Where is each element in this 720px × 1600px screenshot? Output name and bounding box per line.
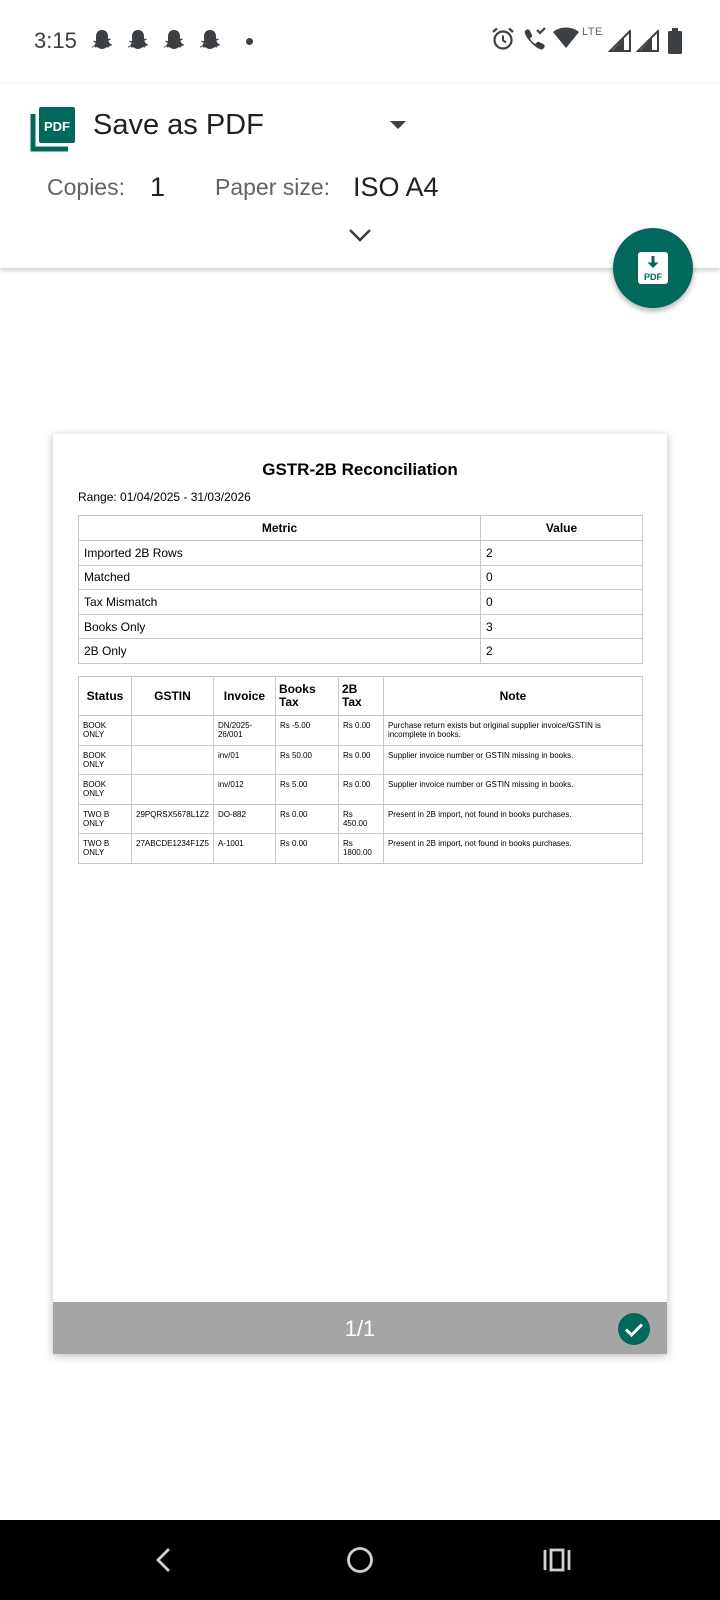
navigation-bar <box>0 1520 720 1600</box>
metric-value: 0 <box>481 565 643 590</box>
snapchat-icon <box>90 28 114 54</box>
alarm-icon <box>490 26 516 52</box>
table-row <box>79 804 643 834</box>
svg-text:PDF: PDF <box>644 272 662 282</box>
back-button[interactable] <box>142 1520 186 1600</box>
print-preview-page[interactable] <box>53 434 667 1354</box>
column-header: Status <box>79 677 132 716</box>
column-header: Invoice <box>213 677 275 716</box>
metric-value: 2 <box>481 639 643 664</box>
paper-size-label: Paper size: <box>215 174 331 200</box>
printer-select[interactable]: Save as PDF <box>93 109 264 141</box>
column-header: Value <box>481 516 643 541</box>
invoice-cell: DO-882 <box>213 804 275 834</box>
books-tax-cell: Rs 50.00 <box>275 745 338 775</box>
column-header: 2B Tax <box>338 677 383 716</box>
snapchat-icon <box>198 28 222 54</box>
page-selected-check-icon[interactable] <box>617 1312 651 1346</box>
note-cell: Purchase return exists but original supplier invoice/GSTIN is incomplete in books. <box>383 716 642 746</box>
metric-table <box>78 515 643 664</box>
twob-tax-cell: Rs 1800.00 <box>338 834 383 864</box>
expand-options-chevron-icon[interactable] <box>346 226 374 244</box>
home-icon <box>345 1545 375 1575</box>
metric-value: 2 <box>481 541 643 566</box>
document-range: Range: 01/04/2025 - 31/03/2026 <box>78 490 251 504</box>
back-icon <box>152 1545 176 1575</box>
table-row <box>79 590 643 615</box>
metric-name: 2B Only <box>79 639 481 664</box>
more-notifications-dot <box>246 38 253 45</box>
copies-label: Copies: <box>47 174 125 200</box>
table-header-row <box>79 677 643 716</box>
svg-text:PDF: PDF <box>44 119 70 134</box>
column-header: Books Tax <box>275 677 338 716</box>
gstin-cell <box>132 716 214 746</box>
metric-value: 3 <box>481 614 643 639</box>
twob-tax-cell: Rs 0.00 <box>338 745 383 775</box>
copies-value[interactable]: 1 <box>150 172 166 202</box>
twob-tax-cell: Rs 450.00 <box>338 804 383 834</box>
status-cell: BOOK ONLY <box>79 745 132 775</box>
snapchat-icon <box>126 28 150 54</box>
recents-icon <box>542 1547 572 1573</box>
metric-name: Tax Mismatch <box>79 590 481 615</box>
wifi-icon <box>552 26 580 50</box>
table-row <box>79 541 643 566</box>
battery-icon <box>668 28 682 54</box>
printer-dropdown-arrow-icon[interactable] <box>390 121 406 129</box>
table-row <box>79 834 643 864</box>
recents-button[interactable] <box>535 1520 579 1600</box>
wifi-calling-icon <box>522 26 548 52</box>
invoice-cell: inv/01 <box>213 745 275 775</box>
books-tax-cell: Rs -5.00 <box>275 716 338 746</box>
pdf-printer-icon <box>30 106 76 152</box>
metric-value: 0 <box>481 590 643 615</box>
invoice-cell: inv/012 <box>213 775 275 805</box>
table-row <box>79 614 643 639</box>
signal-icon <box>608 30 632 52</box>
table-header-row <box>79 516 643 541</box>
table-row <box>79 716 643 746</box>
status-cell: TWO B ONLY <box>79 804 132 834</box>
preview-page-footer <box>53 1302 667 1354</box>
note-cell: Supplier invoice number or GSTIN missing in books. <box>383 775 642 805</box>
gstin-cell: 29PQRSX5678L1Z2 <box>132 804 214 834</box>
paper-size-value[interactable]: ISO A4 <box>353 172 439 202</box>
print-options-header <box>0 84 720 268</box>
books-tax-cell: Rs 0.00 <box>275 834 338 864</box>
page-number: 1/1 <box>344 1316 376 1341</box>
status-time: 3:15 <box>34 28 77 53</box>
status-cell: BOOK ONLY <box>79 716 132 746</box>
invoice-cell: A-1001 <box>213 834 275 864</box>
lte-label: LTE <box>582 26 603 38</box>
books-tax-cell: Rs 0.00 <box>275 804 338 834</box>
column-header: Note <box>383 677 642 716</box>
twob-tax-cell: Rs 0.00 <box>338 716 383 746</box>
document-title: GSTR-2B Reconciliation <box>262 460 458 479</box>
home-button[interactable] <box>338 1520 382 1600</box>
signal-icon <box>636 30 660 52</box>
books-tax-cell: Rs 5.00 <box>275 775 338 805</box>
table-row <box>79 745 643 775</box>
status-bar <box>0 0 720 84</box>
note-cell: Present in 2B import, not found in books purchases. <box>383 834 642 864</box>
twob-tax-cell: Rs 0.00 <box>338 775 383 805</box>
gstin-cell: 27ABCDE1234F1Z5 <box>132 834 214 864</box>
metric-name: Matched <box>79 565 481 590</box>
metric-name: Books Only <box>79 614 481 639</box>
table-row <box>79 639 643 664</box>
download-pdf-button[interactable] <box>613 228 693 308</box>
gstin-cell <box>132 745 214 775</box>
metric-name: Imported 2B Rows <box>79 541 481 566</box>
table-row <box>79 565 643 590</box>
note-cell: Present in 2B import, not found in books purchases. <box>383 804 642 834</box>
table-row <box>79 775 643 805</box>
status-cell: TWO B ONLY <box>79 834 132 864</box>
note-cell: Supplier invoice number or GSTIN missing in books. <box>383 745 642 775</box>
status-cell: BOOK ONLY <box>79 775 132 805</box>
pdf-download-icon <box>637 251 669 285</box>
snapchat-icon <box>162 28 186 54</box>
reconciliation-detail-table <box>78 676 643 864</box>
column-header: Metric <box>79 516 481 541</box>
column-header: GSTIN <box>132 677 214 716</box>
gstin-cell <box>132 775 214 805</box>
invoice-cell: DN/2025-26/001 <box>213 716 275 746</box>
